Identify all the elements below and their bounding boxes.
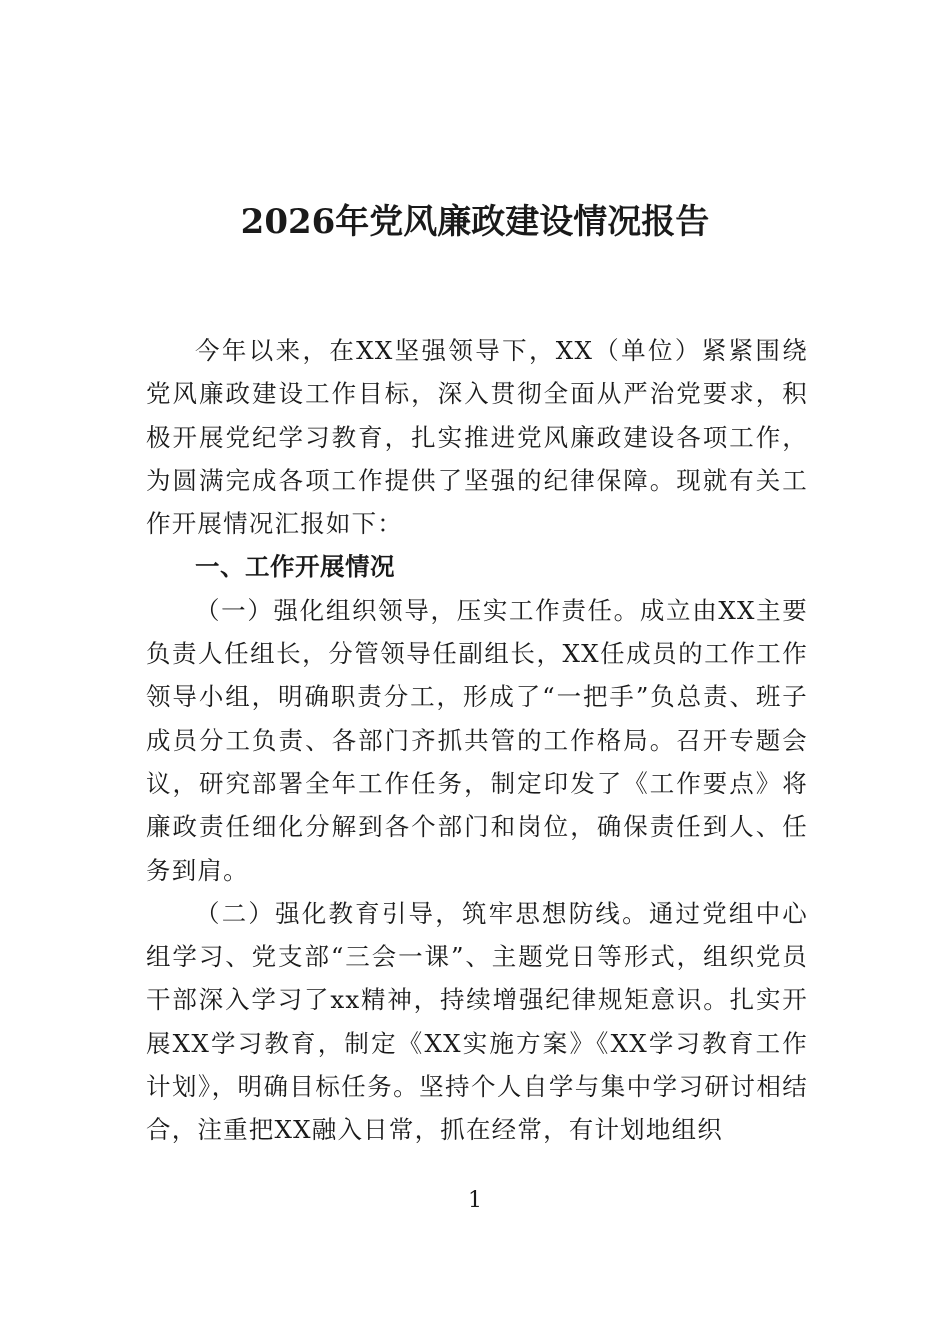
item-2-paragraph bbox=[146, 892, 808, 1152]
item-2-body: 通过党组中心组学习、党支部“三会一课”、主题党日等形式，组织党员干部深入学习了xx精神，持续增强纪律规矩意识。扎实开展XX学习教育，制定《XX实施方案》《XX学习教育工作计划》，明确目标任务。坚持个人自学与集中学习研讨相结合，注重把XX融入日常，抓在经常，有计划地组织 bbox=[146, 898, 809, 1145]
document-body bbox=[146, 329, 808, 1152]
item-1-lead: （一）强化组织领导，压实工作责任。 bbox=[195, 595, 640, 625]
document-title: 2026年党风廉政建设情况报告 bbox=[240, 202, 710, 242]
intro-paragraph: 今年以来，在XX坚强领导下，XX（单位）紧紧围绕党风廉政建设工作目标，深入贯彻全面从严治党要求，积极开展党纪学习教育，扎实推进党风廉政建设各项工作，为圆满完成各项工作提供了坚强的纪律保障。现就有关工作开展情况汇报如下： bbox=[146, 336, 808, 539]
item-1-paragraph bbox=[146, 589, 808, 892]
page-number: 1 bbox=[468, 1188, 482, 1213]
item-1-body: 成立由XX主要负责人任组长，分管领导任副组长，XX任成员的工作工作领导小组，明确职责分工，形成了“一把手”负总责、班子成员分工负责、各部门齐抓共管的工作格局。召开专题会议，研究部署全年工作任务，制定印发了《工作要点》将廉政责任细化分解到各个部门和岗位，确保责任到人、任务到肩。 bbox=[146, 595, 808, 885]
section-heading: 一、工作开展情况 bbox=[195, 552, 395, 582]
item-2-lead: （二）强化教育引导，筑牢思想防线。 bbox=[195, 898, 649, 928]
